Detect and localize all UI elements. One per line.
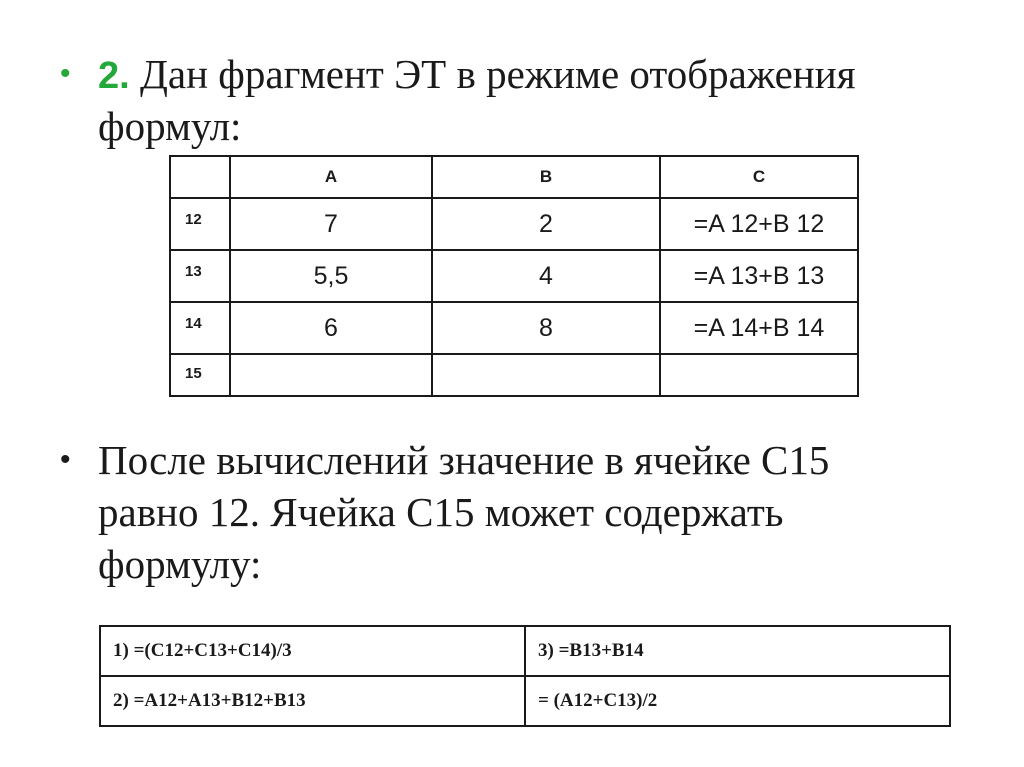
cell-b14: 8 (432, 302, 660, 354)
bullet-dot: • (60, 443, 71, 476)
table-row (100, 626, 950, 676)
cell-a12: 7 (230, 198, 432, 250)
table-row (170, 250, 858, 302)
column-header-row (170, 156, 858, 198)
answer-options-table (99, 625, 951, 727)
table-row (170, 302, 858, 354)
cell-c13: =A 13+B 13 (660, 250, 858, 302)
question-line-1: После вычислений значение в ячейке С15 (98, 437, 830, 483)
cell-a14: 6 (230, 302, 432, 354)
task-line-2: формул: (98, 103, 242, 149)
column-header-c: C (660, 156, 858, 198)
row-header: 13 (170, 250, 230, 302)
task-text: Дан фрагмент ЭТ в режиме отображения (139, 51, 856, 97)
column-header-a: A (230, 156, 432, 198)
bullet-task (60, 49, 978, 151)
cell-b12: 2 (432, 198, 660, 250)
column-header-b: B (432, 156, 660, 198)
cell-b15 (432, 354, 660, 396)
cell-c15 (660, 354, 858, 396)
table-row (170, 354, 858, 396)
answer-option-3: 3) =B13+B14 (525, 626, 950, 676)
question-line-2: равно 12. Ячейка С15 может содержать (98, 489, 784, 535)
cell-b13: 4 (432, 250, 660, 302)
bullet-dot: • (60, 57, 71, 90)
row-header: 12 (170, 198, 230, 250)
spreadsheet-fragment (169, 155, 859, 397)
task-number: 2. (98, 55, 130, 97)
corner-cell (170, 156, 230, 198)
row-header: 15 (170, 354, 230, 396)
table-row (170, 198, 858, 250)
cell-c14: =A 14+B 14 (660, 302, 858, 354)
task-line-1 (98, 49, 978, 101)
bullet-question (60, 434, 978, 590)
answer-option-1: 1) =(C12+C13+C14)/3 (100, 626, 525, 676)
cell-a15 (230, 354, 432, 396)
cell-c12: =A 12+B 12 (660, 198, 858, 250)
row-header: 14 (170, 302, 230, 354)
question-line-3: формулу: (98, 541, 262, 587)
answer-option-2: 2) =A12+A13+B12+B13 (100, 676, 525, 726)
cell-a13: 5,5 (230, 250, 432, 302)
answer-option-4: = (A12+C13)/2 (525, 676, 950, 726)
table-row (100, 676, 950, 726)
